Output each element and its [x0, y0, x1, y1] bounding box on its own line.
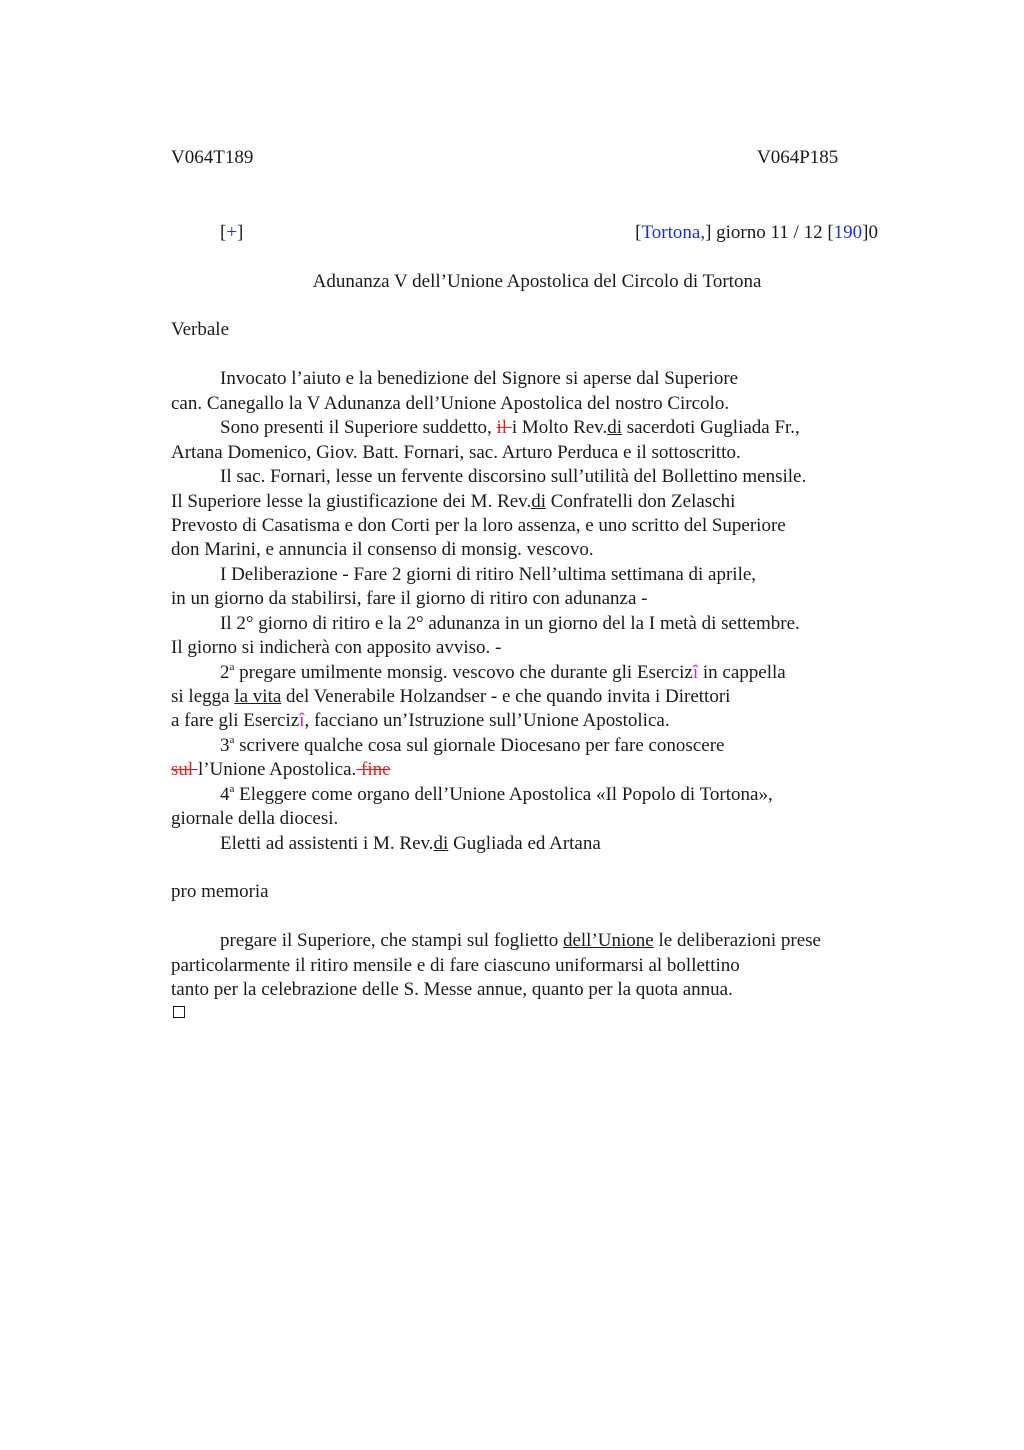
emended-letter: î [299, 710, 305, 731]
cross-marker: [+] [220, 222, 244, 243]
underlined-text: di [607, 417, 622, 438]
document-title: Adunanza V dell’Unione Apostolica del Circolo di Tortona [312, 271, 762, 292]
paragraph-line: sul l’Unione Apostolica. fine [171, 759, 391, 780]
paragraph-line: Prevosto di Casatisma e don Corti per la loro assenza, e uno scritto del Superiore [171, 515, 786, 536]
paragraph-line: 3$^a$ scrivere qualche cosa sul giornale Diocesano per fare conoscere [220, 734, 725, 756]
underlined-text: la vita [234, 686, 282, 707]
section-heading-verbale: Verbale [171, 319, 230, 340]
memo-line: particolarmente il ritiro mensile e di fare ciascuno uniformarsi al bollettino [171, 955, 740, 976]
paragraph-line: I Deliberazione - Fare 2 giorni di ritiro Nell’ultima settimana di aprile, [220, 564, 757, 585]
paragraph-line: si legga la vita del Venerabile Holzandser - e che quando invita i Direttori [171, 686, 731, 707]
dateline-year-prefix: 190 [833, 222, 863, 243]
paragraph-line: Il 2° giorno di ritiro e la 2° adunanza in un giorno del la I metà di settembre. [220, 613, 800, 634]
deleted-text: sul [171, 759, 198, 780]
paragraph-line: don Marini, e annuncia il consenso di monsig. vescovo. [171, 539, 594, 560]
deleted-text: il [496, 417, 512, 438]
paragraph-line: a fare gli Esercizî, facciano un’Istruzione sull’Unione Apostolica. [171, 710, 670, 731]
dateline-date: giorno 11 / 12 [716, 222, 823, 243]
memo-line: pregare il Superiore, che stampi sul foglietto dell’Unione le deliberazioni prese [220, 930, 821, 951]
paragraph-line: Invocato l’aiuto e la benedizione del Signore si aperse dal Superiore [220, 368, 739, 389]
underlined-text: di [433, 833, 449, 854]
end-marker-square [173, 1006, 185, 1018]
paragraph-line: 4$^a$ Eleggere come organo dell’Unione Apostolica «Il Popolo di Tortona», [220, 783, 773, 805]
section-heading-memo: pro memoria [171, 881, 269, 902]
paragraph-line: can. Canegallo la V Adunanza dell’Unione Apostolica del nostro Circolo. [171, 393, 730, 414]
paragraph-line: Artana Domenico, Giov. Batt. Fornari, sac. Arturo Perduca e il sottoscritto. [171, 442, 741, 463]
paragraph-line: giornale della diocesi. [171, 808, 339, 829]
paragraph-line: Il Superiore lesse la giustificazione dei M. Rev.di Confratelli don Zelaschi [171, 491, 736, 512]
dateline: [Tortona,] giorno 11 / 12 [190]0 [635, 222, 878, 243]
underlined-text: dell’Unione [562, 930, 654, 951]
deleted-text: fine [356, 759, 391, 780]
paragraph-line: 2$^a$ pregare umilmente monsig. vescovo che durante gli Esercizî in cappella [220, 661, 786, 683]
memo-line: tanto per la celebrazione delle S. Messe annue, quanto per la quota annua. [171, 979, 733, 1000]
dateline-place: Tortona, [641, 222, 706, 243]
right-document-code: V064P185 [757, 147, 839, 168]
left-document-code: V064T189 [171, 147, 254, 168]
underlined-text: di [531, 491, 546, 512]
cross-symbol: + [226, 222, 238, 243]
emended-letter: î [692, 662, 699, 683]
paragraph-line: Eletti ad assistenti i M. Rev.di Gugliada ed Artana [220, 833, 601, 854]
paragraph-line: Sono presenti il Superiore suddetto, il i Molto Rev.di sacerdoti Gugliada Fr., [220, 417, 800, 438]
paragraph-line: Il sac. Fornari, lesse un fervente discorsino sull’utilità del Bollettino mensile. [220, 466, 807, 487]
paragraph-line: in un giorno da stabilirsi, fare il giorno di ritiro con adunanza - [171, 588, 648, 609]
paragraph-line: Il giorno si indicherà con apposito avviso. - [171, 637, 502, 658]
dateline-year-suffix: 0 [868, 222, 878, 243]
